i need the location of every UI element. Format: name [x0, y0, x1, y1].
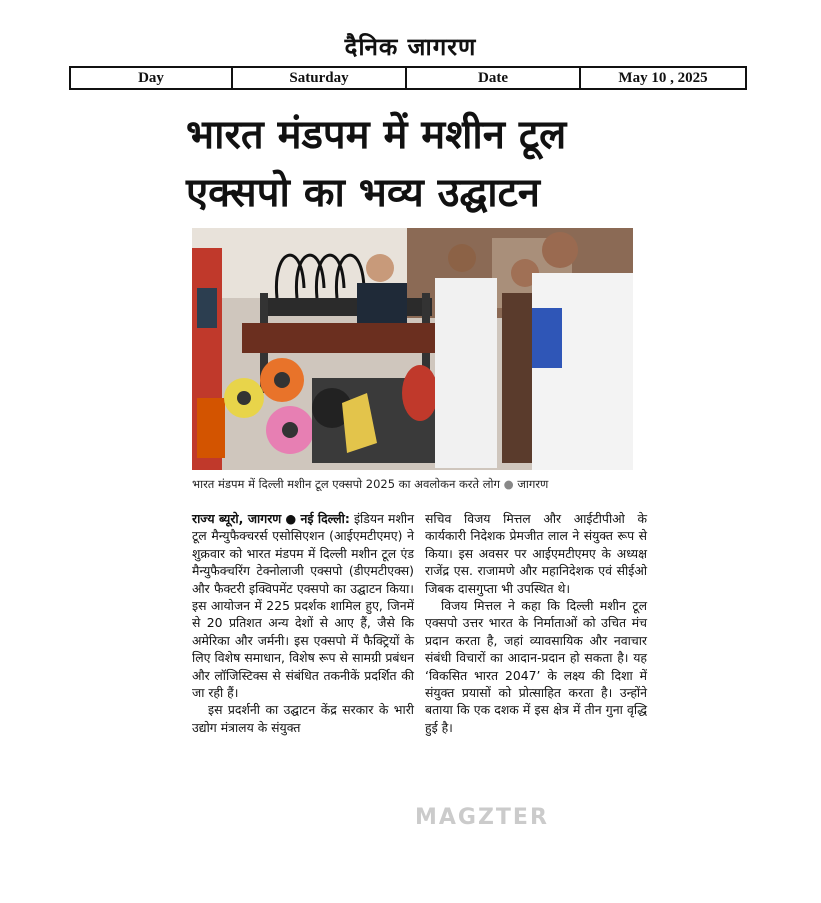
dateline: नई दिल्ली:	[300, 511, 350, 526]
date-value: May 10 , 2025	[618, 69, 708, 86]
headline-line-1: भारत मंडपम में मशीन टूल	[186, 112, 567, 158]
headline-line-2: एक्सपो का भव्य उद्घाटन	[186, 170, 540, 216]
article-column-2	[425, 510, 647, 736]
day-value: Saturday	[233, 68, 407, 88]
date-label: Date	[407, 68, 581, 88]
article-paragraph-1	[192, 510, 414, 701]
bullet-icon: ●	[285, 511, 301, 526]
day-label: Day	[71, 68, 233, 88]
newspaper-masthead: दैनिक जागरण	[344, 33, 477, 61]
date-bar	[69, 66, 747, 90]
article-headline	[186, 106, 646, 222]
article-paragraph-2: इस प्रदर्शनी का उद्घाटन केंद्र सरकार के भारी उद्योग मंत्रालय के संयुक्त	[192, 702, 414, 735]
byline: राज्य ब्यूरो, जागरण	[192, 511, 282, 526]
article-column-1	[192, 510, 414, 736]
paragraph-1-text: इंडियन मशीन टूल मैन्युफैक्चरर्स एसोसिएशन (आईएमटीएमए) ने शुक्रवार को भारत मंडपम में दिल्ली मशीन टूल एंड मैन्युफैक्चरिंग टेक्नोलाजी एक्सपो (डीएमटीएक्स) और फैक्टरी इक्विपमेंट एक्सपो का उद्घाटन किया। इस आयोजन में 225 प्रदर्शक शामिल हुए, जिनमें से 20 प्रतिशत अन्य देशों से आए हैं, जैसे कि अमेरिका और जर्मनी। इस एक्सपो में फैक्ट्रियों के लिए विशेष समाधान, विशेष रूप से सामग्री प्रबंधन और लॉजिस्टिक्स से संबंधित तकनीकें प्रदर्शित की जा रही हैं।	[192, 511, 414, 701]
article-paragraph-4: विजय मित्तल ने कहा कि दिल्ली मशीन टूल एक्सपो उत्तर भारत के निर्माताओं को उचित मंच प्रदान करता है, जहां व्यावसायिक और नवाचार संबंधी विचारों का आदान-प्रदान हो सकता है। यह ‘विकसित भारत 2047’ के लक्ष्य की दिशा में संयुक्त प्रयासों को प्रोत्साहित करता है। उन्होंने बताया कि एक दशक में इस क्षेत्र में तीन गुना वृद्धि हुई है।	[425, 598, 647, 735]
magzter-watermark: MAGZTER	[415, 805, 549, 830]
photo-caption	[192, 477, 642, 492]
article-paragraph-3: सचिव विजय मित्तल और आईटीपीओ के कार्यकारी निदेशक प्रेमजीत लाल ने संयुक्त रूप से किया। इस अवसर पर आईएमटीएमए के अध्यक्ष राजेंद्र एस. राजामणे और महानिदेशक एवं सीईओ जिबक दासगुप्ता भी उपस्थित थे।	[425, 511, 647, 596]
article-photo	[192, 228, 633, 470]
caption-text: भारत मंडपम में दिल्ली मशीन टूल एक्सपो 2025 का अवलोकन करते लोग	[192, 477, 500, 491]
expo-photo-illustration	[192, 228, 633, 470]
bullet-icon: ●	[503, 477, 518, 491]
caption-credit: जागरण	[517, 477, 549, 491]
